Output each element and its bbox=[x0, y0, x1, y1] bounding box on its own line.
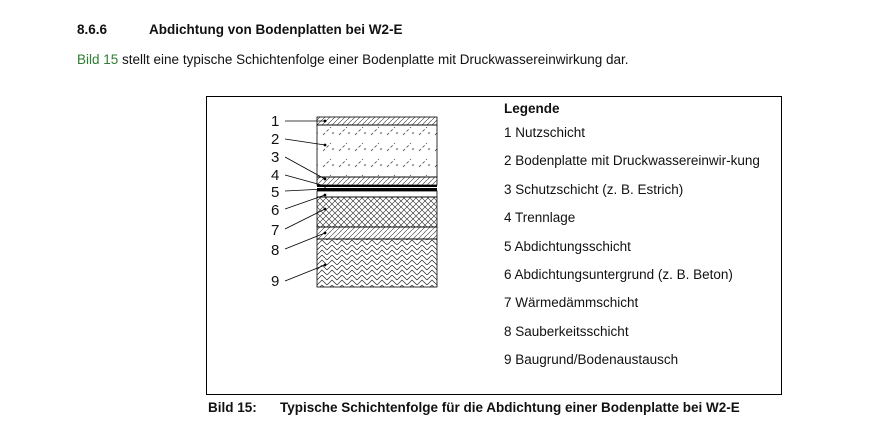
section-title: Abdichtung von Bodenplatten bei W2-E bbox=[149, 22, 403, 37]
legend-item: 7 Wärmedämmschicht bbox=[504, 295, 639, 311]
legend-item: 5 Abdichtungsschicht bbox=[504, 238, 631, 254]
legend-item: 3 Schutzschicht (z. B. Estrich) bbox=[504, 181, 684, 197]
section-heading bbox=[77, 22, 403, 37]
layer-4-trennlage bbox=[317, 185, 437, 187]
legend-title: Legende bbox=[504, 101, 560, 116]
layer-7-waermedaemmung bbox=[317, 197, 437, 227]
layer-2-bodenplatte bbox=[317, 125, 437, 177]
caption-label: Bild 15: bbox=[208, 400, 257, 415]
legend-item: 6 Abdichtungsuntergrund (z. B. Beton) bbox=[504, 266, 733, 282]
layer-number: 2 bbox=[271, 131, 280, 148]
layer-6-abdichtungsuntergrund bbox=[317, 191, 437, 197]
layer-5-abdichtung bbox=[317, 188, 437, 191]
legend-item: 8 Sauberkeitsschicht bbox=[504, 323, 629, 339]
layer-number: 7 bbox=[271, 222, 280, 239]
legend-item-text: 2 Bodenplatte mit Druckwassereinwir-kung bbox=[504, 153, 760, 169]
legend-item: 4 Trennlage bbox=[504, 210, 576, 226]
layer-number: 5 bbox=[271, 184, 280, 201]
layer-number: 4 bbox=[271, 167, 280, 184]
figure-caption bbox=[208, 400, 740, 415]
layer-3-schutzschicht bbox=[317, 177, 437, 185]
layer-number: 1 bbox=[271, 113, 280, 130]
legend-item: 1 Nutzschicht bbox=[504, 125, 586, 140]
intro-text: stellt eine typische Schichtenfolge einer Bodenplatte mit Druckwassereinwirkung dar. bbox=[118, 52, 629, 67]
legend-item bbox=[504, 152, 764, 170]
layer-number: 3 bbox=[271, 149, 280, 166]
layer-1-nutzschicht bbox=[317, 117, 437, 125]
layer-cross-section-drawing bbox=[257, 105, 447, 295]
intro-paragraph bbox=[77, 52, 629, 67]
figure-reference-link[interactable]: Bild 15 bbox=[77, 52, 119, 67]
layer-number: 6 bbox=[271, 202, 280, 219]
layer-number: 9 bbox=[271, 273, 280, 290]
layer-9-baugrund bbox=[317, 239, 437, 287]
legend bbox=[504, 101, 764, 380]
layer-8-sauberkeitsschicht bbox=[317, 227, 437, 239]
legend-item: 9 Baugrund/Bodenaustausch bbox=[504, 352, 679, 368]
layer-number: 8 bbox=[271, 242, 280, 259]
section-number: 8.6.6 bbox=[77, 22, 108, 37]
figure-box bbox=[206, 96, 782, 395]
caption-text: Typische Schichtenfolge für die Abdichtung einer Bodenplatte bei W2-E bbox=[280, 400, 740, 415]
